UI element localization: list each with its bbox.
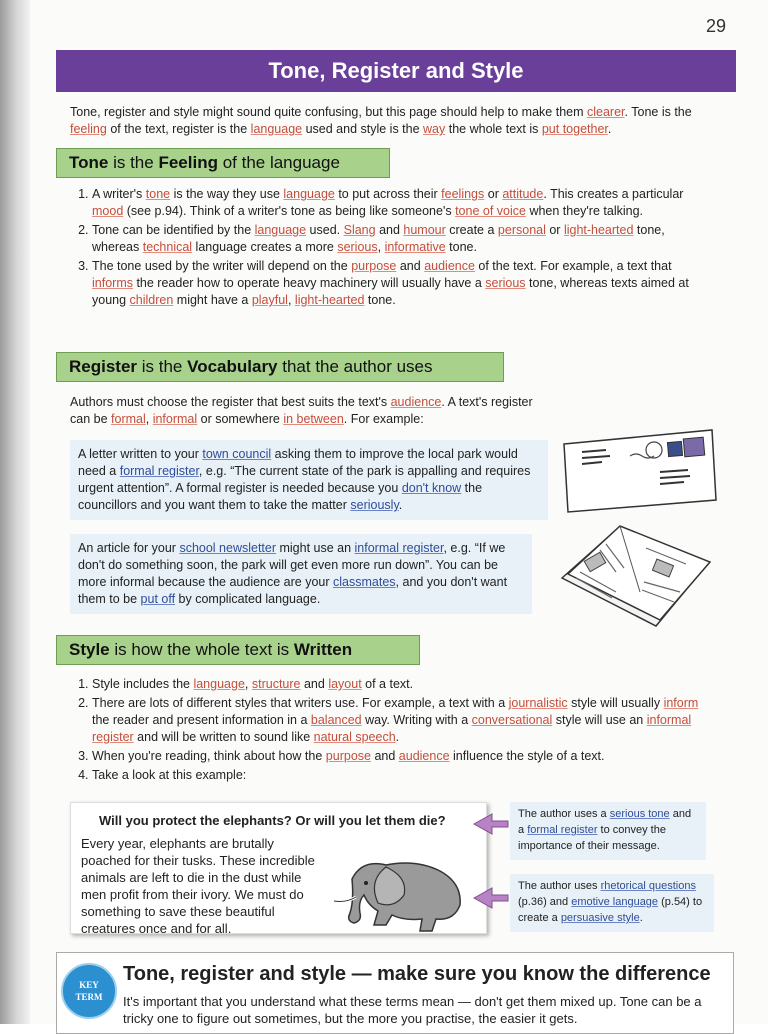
formal-example-box: A letter written to your town council asking them to improve the local park would need a formal register, e.g. “The current state of the park is appalling and requires urgent attention”. A formal register is needed because you don't know the councillors and you want them to take the matter seriously. bbox=[70, 440, 548, 520]
informal-example-box: An article for your school newsletter might use an informal register, e.g. “If we don't do something soon, the park will get even more run down”. You can be more informal because the audience are your classmates, and you don't want them to be put off by complicated language. bbox=[70, 534, 532, 614]
page-number: 29 bbox=[705, 16, 726, 36]
example-text: Every year, elephants are brutally poached for their tusks. These incredible animals are left to die in the dust while men profit from their ivory. We must do something to save these beautiful creatures once and for all. bbox=[81, 835, 476, 937]
style-list bbox=[70, 676, 712, 786]
list-item: 1. Style includes the language, structure and layout of a text. bbox=[92, 676, 712, 693]
list-item: 3. When you're reading, think about how the purpose and audience influence the style of a text. bbox=[92, 748, 712, 765]
list-item: 2. Tone can be identified by the language used. Slang and humour create a personal or light-hearted tone, whereas technical language creates a more serious, informative tone. bbox=[92, 222, 692, 256]
list-item: 2. There are lots of different styles that writers use. For example, a text with a journalistic style will usually inform the reader and present information in a balanced way. Writing with a conversational style will use an informal register and will be written to sound like natural speech. bbox=[92, 695, 712, 746]
tone-section-heading: Tone is the Feeling of the language bbox=[56, 148, 390, 178]
newspaper-icon bbox=[556, 522, 716, 630]
key-term-badge-icon: KEY TERM bbox=[61, 963, 117, 1019]
book-spine bbox=[0, 0, 30, 1024]
key-term-box bbox=[56, 952, 734, 1034]
example-heading: Will you protect the elephants? Or will you let them die? bbox=[99, 813, 446, 828]
list-item: 4. Take a look at this example: bbox=[92, 767, 712, 784]
arrow-left-icon bbox=[470, 886, 510, 910]
list-item: 3. The tone used by the writer will depend on the purpose and audience of the text. For example, a text that informs the reader how to operate heavy machinery will usually have a serious tone, whereas texts aimed at young children might have a playful, light-hearted tone. bbox=[92, 258, 692, 309]
tone-annotation-note: The author uses a serious tone and a formal register to convey the importance of their message. bbox=[510, 802, 706, 860]
page-title: Tone, Register and Style bbox=[56, 50, 736, 92]
intro-paragraph: Tone, register and style might sound quite confusing, but this page should help to make them clearer. Tone is the feeling of the text, register is the language used and style is the way the whole text is put together. bbox=[70, 105, 692, 136]
style-annotation-note: The author uses rhetorical questions (p.36) and emotive language (p.54) to create a persuasive style. bbox=[510, 874, 714, 932]
key-term-text: It's important that you understand what these terms mean — don't get them mixed up. Tone can be a tricky one to figure out sometimes, but the more you practise, the easier it gets. bbox=[123, 994, 702, 1026]
arrow-left-icon bbox=[470, 812, 510, 836]
elephant-icon bbox=[332, 857, 472, 933]
list-item: 1. A writer's tone is the way they use language to put across their feelings or attitude. This creates a particular mood (see p.94). Think of a writer's tone as being like someone's tone of voice when they're talking. bbox=[92, 186, 692, 220]
tone-list bbox=[70, 186, 692, 311]
elephant-example-box bbox=[70, 802, 487, 934]
register-section-heading: Register is the Vocabulary that the author uses bbox=[56, 352, 504, 382]
style-section-heading: Style is how the whole text is Written bbox=[56, 635, 420, 665]
envelope-icon bbox=[560, 428, 720, 518]
key-term-heading: Tone, register and style — make sure you know the difference bbox=[123, 963, 711, 985]
register-paragraph: Authors must choose the register that best suits the text's audience. A text's register can be formal, informal or somewhere in between. For example: bbox=[70, 395, 533, 426]
